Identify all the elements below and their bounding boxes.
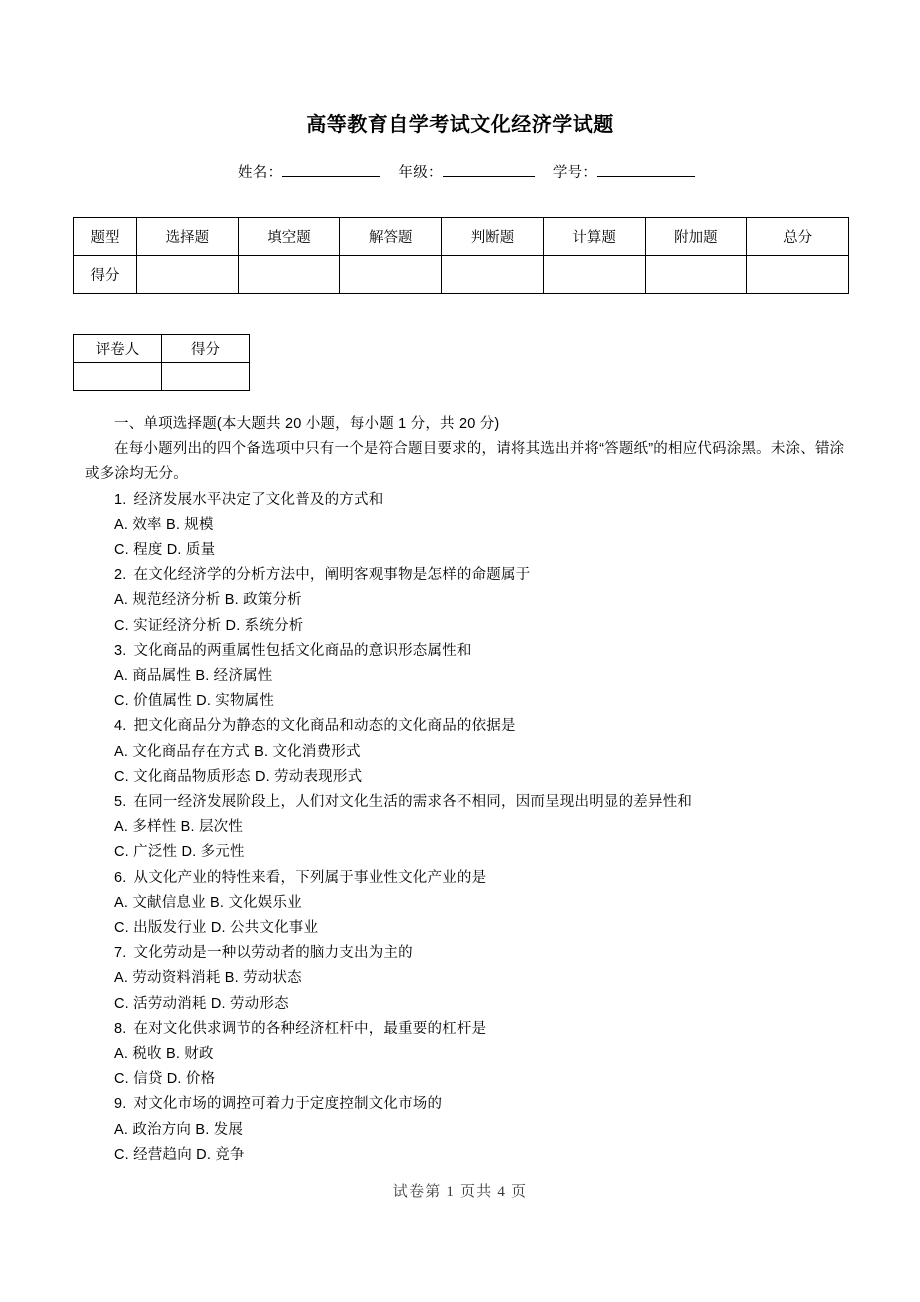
question-4-text: 把文化商品分为静态的文化商品和动态的文化商品的依据是: [133, 718, 516, 735]
page-title: 高等教育自学考试文化经济学试题: [306, 114, 614, 136]
question-3-options-cd[interactable]: C. 价值属性 D. 实物属性: [114, 693, 275, 710]
question-8-options-cd[interactable]: C. 信贷 D. 价格: [114, 1071, 216, 1088]
question-6-number: 6.: [114, 869, 127, 886]
column-header-short-answer: 解答题: [340, 218, 442, 256]
question-8-text: 在对文化供求调节的各种经济杠杆中，最重要的杠杆是: [133, 1020, 487, 1037]
grader-value-score[interactable]: [162, 363, 250, 391]
question-7-stem: [85, 941, 847, 966]
score-cell-extra[interactable]: [645, 256, 747, 294]
grader-header-score: 得分: [162, 335, 250, 363]
section-heading: 一、单项选择题(本大题共 20 小题，每小题 1 分，共 20 分): [114, 416, 500, 432]
question-1-text: 经济发展水平决定了文化普及的方式和: [133, 491, 384, 508]
score-cell-total[interactable]: [747, 256, 849, 294]
column-header-choice: 选择题: [137, 218, 239, 256]
question-7-text: 文化劳动是一种以劳动者的脑力支出为主的: [133, 945, 413, 962]
question-6-options-ab[interactable]: A. 文献信息业 B. 文化娱乐业: [114, 894, 302, 911]
question-2-number: 2.: [114, 567, 127, 584]
identity-line: [238, 163, 695, 183]
question-4-options-ab[interactable]: A. 文化商品存在方式 B. 文化消费形式: [114, 743, 361, 760]
question-9-text: 对文化市场的调控可着力于定度控制文化市场的: [133, 1096, 443, 1113]
table-row-grader-values: [74, 363, 250, 391]
question-7-options-ab[interactable]: A. 劳动资料消耗 B. 劳动状态: [114, 970, 302, 987]
question-1-options-cd[interactable]: C. 程度 D. 质量: [114, 542, 216, 559]
question-2-options-ab[interactable]: A. 规范经济分析 B. 政策分析: [114, 592, 302, 609]
grader-header-reviewer: 评卷人: [74, 335, 162, 363]
column-header-fill-blank: 填空题: [238, 218, 340, 256]
question-9-stem: [85, 1092, 847, 1117]
question-8-number: 8.: [114, 1020, 127, 1037]
question-6-options-cd[interactable]: C. 出版发行业 D. 公共文化事业: [114, 920, 319, 937]
student-id-label: 学号：: [552, 165, 598, 181]
question-5-text: 在同一经济发展阶段上，人们对文化生活的需求各不相同，因而呈现出明显的差异性和: [133, 794, 693, 811]
question-2-text: 在文化经济学的分析方法中，阐明客观事物是怎样的命题属于: [133, 567, 531, 584]
score-cell-true-false[interactable]: [442, 256, 544, 294]
question-9-number: 9.: [114, 1096, 127, 1113]
question-1-options-ab[interactable]: A. 效率 B. 规模: [114, 516, 214, 533]
grader-score-table: [73, 334, 250, 391]
column-header-extra: 附加题: [645, 218, 747, 256]
question-4-stem: [85, 714, 847, 739]
question-1-stem: [85, 488, 847, 513]
student-id-blank[interactable]: [597, 176, 695, 177]
question-2-options-cd[interactable]: C. 实证经济分析 D. 系统分析: [114, 617, 304, 634]
question-5-stem: [85, 790, 847, 815]
row-label-question-type: 题型: [74, 218, 137, 256]
table-row-question-types: [74, 218, 849, 256]
question-9-options-cd[interactable]: C. 经营趋向 D. 竞争: [114, 1146, 245, 1163]
column-header-calculation: 计算题: [543, 218, 645, 256]
score-summary-table: [73, 217, 849, 294]
question-3-options-ab[interactable]: A. 商品属性 B. 经济属性: [114, 668, 273, 685]
score-cell-short-answer[interactable]: [340, 256, 442, 294]
question-3-stem: [85, 639, 847, 664]
score-cell-calculation[interactable]: [543, 256, 645, 294]
score-cell-fill-blank[interactable]: [238, 256, 340, 294]
question-4-options-cd[interactable]: C. 文化商品物质形态 D. 劳动表现形式: [114, 768, 363, 785]
row-label-score: 得分: [74, 256, 137, 294]
question-5-options-cd[interactable]: C. 广泛性 D. 多元性: [114, 844, 245, 861]
question-8-stem: [85, 1017, 847, 1042]
question-7-options-cd[interactable]: C. 活劳动消耗 D. 劳动形态: [114, 995, 289, 1012]
question-6-text: 从文化产业的特性来看，下列属于事业性文化产业的是: [133, 869, 487, 886]
grader-value-reviewer[interactable]: [74, 363, 162, 391]
column-header-total: 总分: [747, 218, 849, 256]
question-7-number: 7.: [114, 945, 127, 962]
question-8-options-ab[interactable]: A. 税收 B. 财政: [114, 1046, 214, 1063]
section-instruction: 在每小题列出的四个备选项中只有一个是符合题目要求的，请将其选出并将“答题纸”的相应代码涂黑。未涂、错涂或多涂均无分。: [85, 441, 845, 483]
question-2-stem: [85, 563, 847, 588]
question-5-number: 5.: [114, 794, 127, 811]
question-3-number: 3.: [114, 642, 127, 659]
page-footer: 试卷第 1 页共 4 页: [392, 1184, 528, 1200]
grade-label: 年级：: [398, 165, 443, 181]
column-header-true-false: 判断题: [442, 218, 544, 256]
score-cell-choice[interactable]: [137, 256, 239, 294]
table-row-scores: [74, 256, 849, 294]
question-5-options-ab[interactable]: A. 多样性 B. 层次性: [114, 819, 244, 836]
question-1-number: 1.: [114, 491, 127, 508]
name-blank[interactable]: [282, 176, 380, 177]
question-4-number: 4.: [114, 718, 127, 735]
question-9-options-ab[interactable]: A. 政治方向 B. 发展: [114, 1121, 244, 1138]
grade-blank[interactable]: [443, 176, 535, 177]
question-3-text: 文化商品的两重属性包括文化商品的意识形态属性和: [133, 642, 472, 659]
exam-body: [85, 412, 847, 1168]
name-label: 姓名：: [238, 165, 283, 181]
table-row-grader-headers: [74, 335, 250, 363]
question-6-stem: [85, 866, 847, 891]
